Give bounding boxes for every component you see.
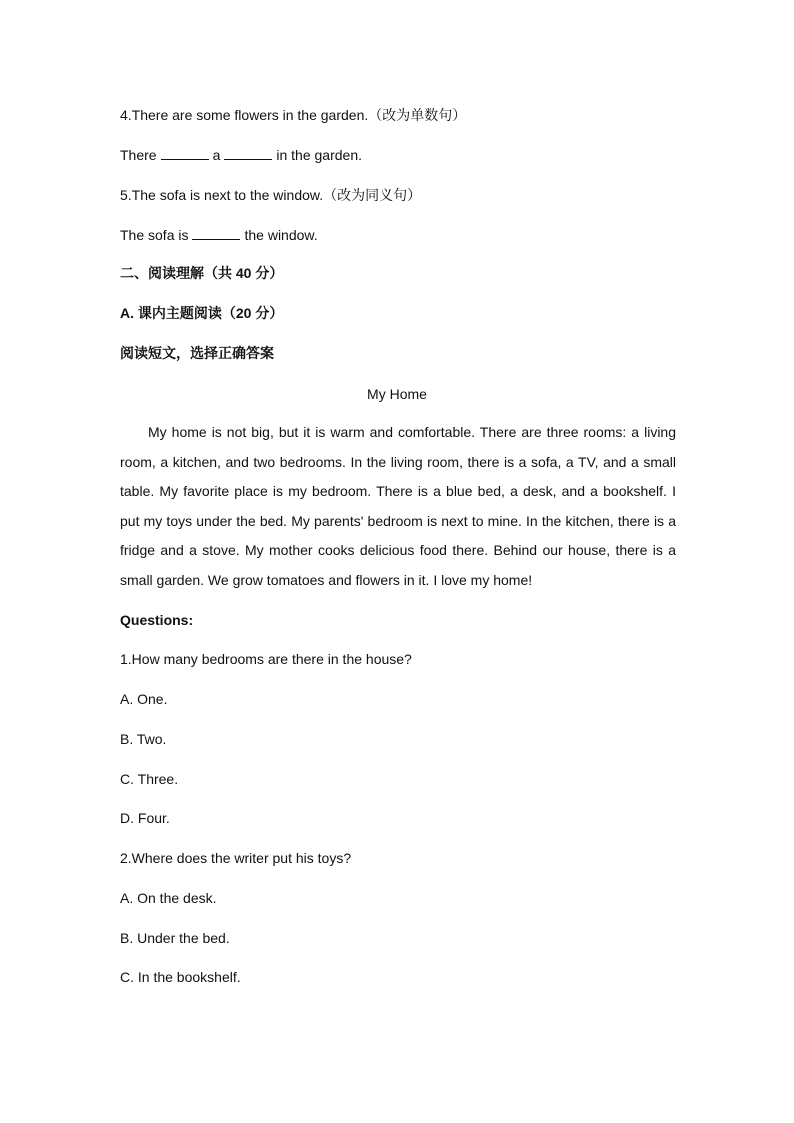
passage-title: My Home — [367, 386, 427, 402]
question-1-option-a[interactable]: A. One. — [120, 691, 168, 707]
answer-blank[interactable] — [192, 225, 240, 240]
question-1-option-c[interactable]: C. Three. — [120, 771, 179, 787]
question-1-option-d[interactable]: D. Four. — [120, 810, 170, 826]
exercise-4-answer-part2: a — [212, 147, 221, 163]
answer-blank[interactable] — [161, 145, 209, 160]
exercise-4-answer-part1: There — [120, 147, 157, 163]
exercise-5-answer-line — [120, 225, 318, 245]
exercise-4-prompt: 4.There are some flowers in the garden.（改为单数句） — [120, 107, 467, 123]
exercise-4-answer-line — [120, 145, 362, 165]
question-1: 1.How many bedrooms are there in the house? — [120, 651, 412, 667]
exercise-5-prompt: 5.The sofa is next to the window.（改为同义句） — [120, 187, 422, 203]
question-2-option-c[interactable]: C. In the bookshelf. — [120, 969, 241, 985]
subsection-heading: A. 课内主题阅读（20 分） — [120, 305, 284, 321]
question-2: 2.Where does the writer put his toys? — [120, 850, 352, 866]
question-2-option-b[interactable]: B. Under the bed. — [120, 930, 230, 946]
exercise-4-answer-part3: in the garden. — [276, 147, 362, 163]
answer-blank[interactable] — [224, 145, 272, 160]
exercise-5-answer-part2: the window. — [244, 227, 318, 243]
section-heading: 二、阅读理解（共 40 分） — [120, 265, 284, 281]
question-2-option-a[interactable]: A. On the desk. — [120, 890, 217, 906]
questions-label: Questions: — [120, 612, 194, 628]
exercise-5-answer-part1: The sofa is — [120, 227, 189, 243]
question-1-option-b[interactable]: B. Two. — [120, 731, 167, 747]
passage-text: My home is not big, but it is warm and comfortable. There are three rooms: a living room, a kitchen, and two bedrooms. In the living room, there is a sofa, a TV, and a small table. My favorite place is my bedroom. There is a blue bed, a desk, and a bookshelf. I put my toys under the bed. My parents' bedroom is next to mine. In the kitchen, there is a fridge and a stove. My mother cooks delicious food there. Behind our house, there is a small garden. We grow tomatoes and flowers in it. I love my home! — [120, 424, 676, 588]
reading-instruction: 阅读短文，选择正确答案 — [120, 345, 274, 361]
